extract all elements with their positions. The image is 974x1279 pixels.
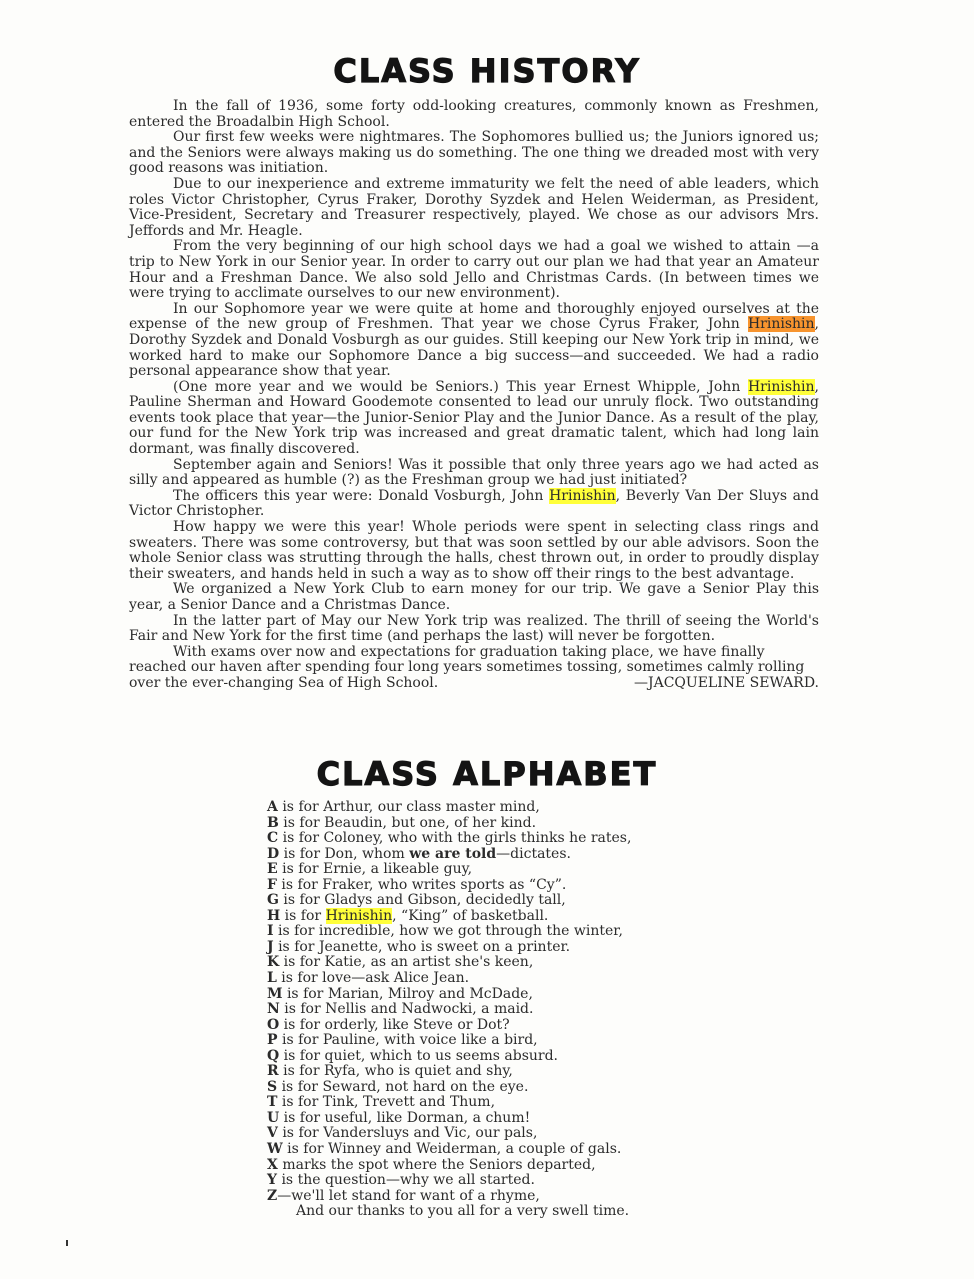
alphabet-text: , “King” of basketball. <box>392 907 549 924</box>
alphabet-letter: V <box>267 1125 278 1142</box>
alphabet-letter: F <box>267 876 277 893</box>
alphabet-text: is for love—ask Alice Jean. <box>276 970 470 987</box>
alphabet-line <box>267 1049 707 1065</box>
scan-speck <box>66 1240 68 1246</box>
alphabet-letter: C <box>267 830 279 847</box>
alphabet-text: is for Tink, Trevett and Thum, <box>277 1094 496 1111</box>
history-paragraph <box>129 645 819 692</box>
alphabet-text: is for Ernie, a likeable guy, <box>277 861 473 878</box>
highlighted-name: Hrinishin <box>747 378 815 395</box>
paragraph-text: How happy we were this year! Whole periods were spent in selecting class rings and sweaters. There was some controversy, but that was soon settled by our able advisors. Soon the whole Senior class was strutting through the halls, chest thrown out, in order to proudly display their sweaters, and hands held in such a way as to show off their rings to the best advantage. <box>129 519 819 582</box>
alphabet-text: is for orderly, like Steve or Dot? <box>279 1016 510 1033</box>
alphabet-text: is for incredible, how we got through the winter, <box>273 923 623 940</box>
alphabet-line <box>267 987 707 1003</box>
alphabet-text: is for <box>280 907 326 924</box>
alphabet-line <box>267 1018 707 1034</box>
alphabet-line <box>267 924 707 940</box>
alphabet-line <box>267 847 707 863</box>
alphabet-text: is for Winney and Weiderman, a couple of gals. <box>282 1141 622 1158</box>
alphabet-line <box>267 1173 707 1189</box>
history-paragraph <box>129 614 819 645</box>
alphabet-letter: G <box>267 892 279 909</box>
alphabet-letter: D <box>267 845 280 862</box>
alphabet-letter: Z <box>267 1187 278 1204</box>
paragraph-text: In the latter part of May our New York trip was realized. The thrill of seeing the World's Fair and New York for the first time (and perhaps the last) will never be forgotten. <box>129 612 819 645</box>
alphabet-letter: M <box>267 985 283 1002</box>
alphabet-letter: L <box>267 970 277 987</box>
alphabet-text: is for Coloney, who with the girls thinks he rates, <box>278 830 632 847</box>
alphabet-letter: B <box>267 814 279 831</box>
alphabet-text: is for Seward, not hard on the eye. <box>277 1078 529 1095</box>
history-paragraph <box>129 99 819 130</box>
paragraph-text: From the very beginning of our high school days we had a goal we wished to attain —a trip to New York in our Senior year. In order to carry out our plan we had that year an Amateur Hour and a Freshman Dance. We also sold Jello and Christmas Cards. (In between times we were trying to acclimate ourselves to our new environment). <box>129 238 819 302</box>
class-history-title: CLASS HISTORY <box>333 52 641 90</box>
alphabet-letter: S <box>267 1078 278 1095</box>
alphabet-closing-line: And our thanks to you all for a very swell time. <box>296 1203 630 1220</box>
alphabet-letter: A <box>267 799 278 815</box>
class-alphabet-body <box>267 800 707 1220</box>
alphabet-letter: I <box>267 923 274 940</box>
alphabet-letter: H <box>267 907 281 924</box>
alphabet-text: is for quiet, which to us seems absurd. <box>279 1047 559 1064</box>
paragraph-text: In the fall of 1936, some forty odd-looking creatures, commonly known as Freshmen, entered the Broadalbin High School. <box>129 98 819 130</box>
alphabet-text: is for Beaudin, but one, of her kind. <box>278 814 537 831</box>
alphabet-text: —we'll let stand for want of a rhyme, <box>277 1187 540 1204</box>
highlighted-name: Hrinishin <box>325 907 393 924</box>
alphabet-text: is for Ryfa, who is quiet and shy, <box>278 1063 513 1080</box>
alphabet-text: is for Nellis and Nadwocki, a maid. <box>279 1001 534 1018</box>
alphabet-letter: E <box>267 861 278 878</box>
alphabet-line <box>267 1064 707 1080</box>
history-paragraph <box>129 302 819 380</box>
alphabet-line <box>267 1080 707 1096</box>
author-signature: —JACQUELINE SEWARD. <box>633 674 819 691</box>
alphabet-line <box>267 800 707 816</box>
paragraph-text: With exams over now and expectations for graduation taking place, we have finally reached our haven after spending four long years sometimes tossing, sometimes calmly rolling over the ever-changing Sea of High School. <box>129 643 805 691</box>
alphabet-letter: P <box>267 1032 278 1049</box>
history-paragraph <box>129 520 819 582</box>
paragraph-text: In our Sophomore year we were quite at home and thoroughly enjoyed ourselves at the expense of the new group of Freshmen. That year we chose Cyrus Fraker, John <box>129 300 819 333</box>
history-paragraph <box>129 177 819 239</box>
alphabet-line <box>267 816 707 832</box>
history-paragraph <box>129 239 819 301</box>
paragraph-text: The officers this year were: Donald Vosburgh, John <box>173 487 550 504</box>
alphabet-bold-text: we are told <box>409 845 497 862</box>
alphabet-letter: W <box>267 1141 283 1158</box>
alphabet-text: is for Gladys and Gibson, decidedly tall, <box>278 892 566 909</box>
history-paragraph <box>129 489 819 520</box>
alphabet-line <box>267 1002 707 1018</box>
alphabet-text: is the question—why we all started. <box>277 1172 535 1189</box>
paragraph-text: , Dorothy Syzdek and Donald Vosburgh as our guides. Still keeping our New York trip in mind, we worked hard to make our Sophomore Dance a big success—and succeeded. We had a radio personal appearance show that year. <box>129 316 819 380</box>
alphabet-line <box>267 940 707 956</box>
alphabet-letter: J <box>267 938 274 955</box>
history-paragraph <box>129 458 819 489</box>
alphabet-text: marks the spot where the Seniors departed, <box>277 1156 596 1173</box>
alphabet-letter: X <box>267 1156 278 1173</box>
alphabet-line <box>267 1158 707 1174</box>
alphabet-line <box>267 862 707 878</box>
alphabet-line <box>267 831 707 847</box>
alphabet-line <box>267 955 707 971</box>
alphabet-line <box>267 971 707 987</box>
alphabet-letter: Y <box>267 1172 277 1189</box>
paragraph-text: (One more year and we would be Seniors.) This year Ernest Whipple, John <box>173 378 748 395</box>
alphabet-text: is for Jeanette, who is sweet on a printer. <box>273 938 571 955</box>
alphabet-letter: N <box>267 1001 280 1018</box>
alphabet-line <box>267 1111 707 1127</box>
alphabet-line <box>267 1095 707 1111</box>
history-paragraph <box>129 380 819 458</box>
alphabet-letter: R <box>267 1063 279 1080</box>
alphabet-letter: K <box>267 954 280 971</box>
alphabet-text: is for useful, like Dorman, a chum! <box>279 1109 531 1126</box>
highlighted-name: Hrinishin <box>549 487 616 504</box>
alphabet-text: is for Marian, Milroy and McDade, <box>282 985 533 1002</box>
alphabet-line <box>267 1126 707 1142</box>
alphabet-line <box>267 1033 707 1049</box>
alphabet-line <box>267 893 707 909</box>
paragraph-text: Our first few weeks were nightmares. The Sophomores bullied us; the Juniors ignored us; and the Seniors were always making us do something. The one thing we dreaded most with very good reasons was initiation. <box>129 129 819 177</box>
alphabet-letter: U <box>267 1109 280 1126</box>
alphabet-line <box>267 1189 707 1205</box>
history-paragraph <box>129 582 819 613</box>
class-history-body <box>129 99 819 692</box>
alphabet-letter: T <box>267 1094 278 1111</box>
paragraph-text: September again and Seniors! Was it possible that only three years ago we had acted as silly and appeared as humble (?) as the Freshman group we had just initiated? <box>129 456 819 489</box>
alphabet-letter: Q <box>267 1047 280 1064</box>
paragraph-text: We organized a New York Club to earn money for our trip. We gave a Senior Play this year, a Senior Dance and a Christmas Dance. <box>129 581 819 613</box>
paragraph-text: , Beverly Van Der Sluys and Victor Christopher. <box>129 487 819 520</box>
alphabet-text: is for Arthur, our class master mind, <box>277 799 540 815</box>
alphabet-line <box>267 909 707 925</box>
alphabet-text: is for Pauline, with voice like a bird, <box>277 1032 538 1049</box>
class-alphabet-title: CLASS ALPHABET <box>316 755 658 793</box>
paragraph-text: , Pauline Sherman and Howard Goodemote consented to lead our unruly flock. Two outstanding events took place that year—the Junior-Senior Play and the Junior Dance. As a result of the play, our fund for the New York trip was increased and great dramatic talent, which had long lain dormant, was finally discovered. <box>129 378 819 458</box>
alphabet-text: is for Katie, as an artist she's keen, <box>279 954 534 971</box>
alphabet-text: —dictates. <box>496 845 571 862</box>
history-paragraph <box>129 130 819 177</box>
alphabet-line <box>267 1142 707 1158</box>
alphabet-text: is for Don, whom <box>279 845 410 862</box>
alphabet-text: is for Vandersluys and Vic, our pals, <box>277 1125 538 1142</box>
paragraph-text: Due to our inexperience and extreme immaturity we felt the need of able leaders, which roles Victor Christopher, Cyrus Fraker, Dorothy Syzdek and Helen Weiderman, as President, Vice-President, Secretary and Treasurer respectively, played. We chose as our advisors Mrs. Jeffords and Mr. Heagle. <box>129 175 819 239</box>
alphabet-text: is for Fraker, who writes sports as “Cy”. <box>276 876 567 893</box>
alphabet-letter: O <box>267 1016 280 1033</box>
alphabet-line <box>267 878 707 894</box>
highlighted-name: Hrinishin <box>747 316 815 333</box>
